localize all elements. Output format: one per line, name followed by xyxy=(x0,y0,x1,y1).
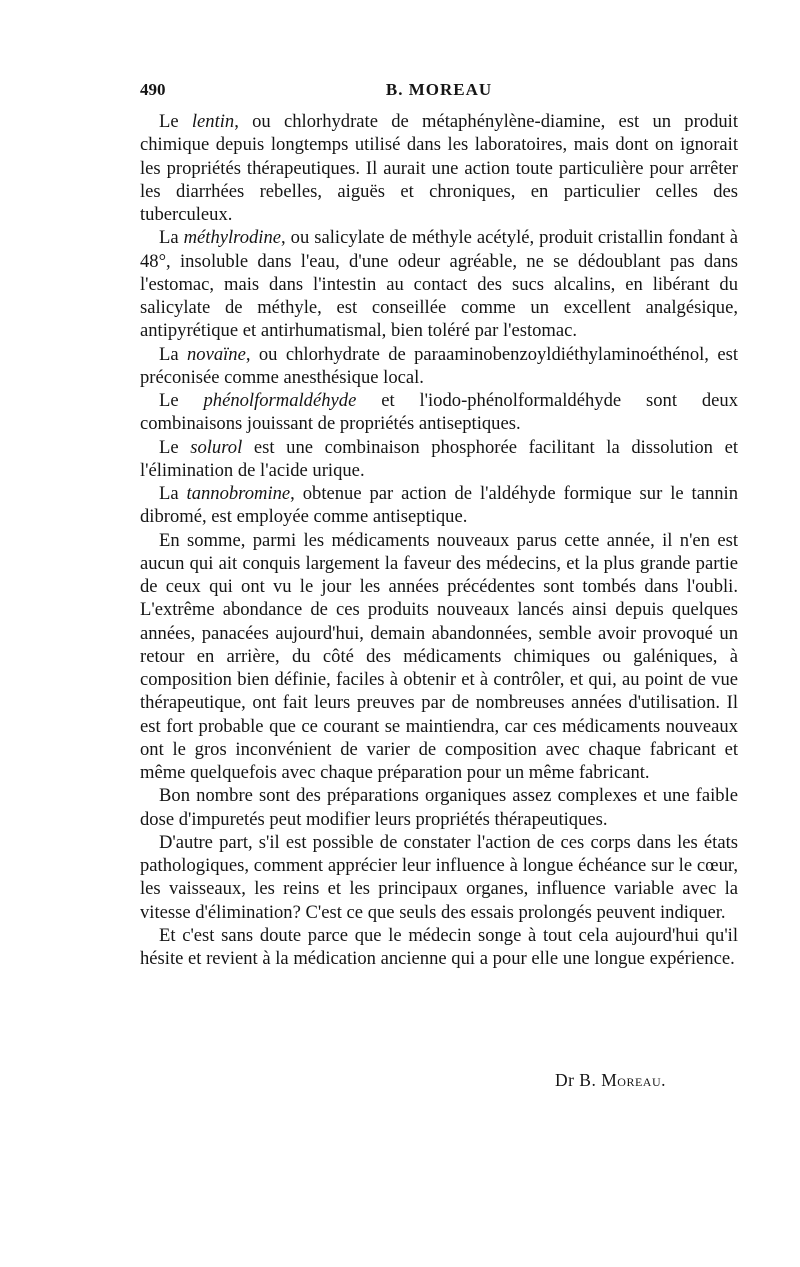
paragraph-lead: Le xyxy=(159,390,204,411)
drug-name-term: lentin xyxy=(191,111,235,132)
paragraph-text: et l'iodo-phénolformaldéhyde sont deux combinaisons jouissant de propriétés antiseptiques. xyxy=(140,390,738,435)
signature-name: B. Moreau. xyxy=(579,1070,666,1090)
paragraph-text: Et c'est sans doute parce que le médecin songe à tout cela aujourd'hui qu'il hésite et revient à la médication ancienne qui a pour elle une longue expérience. xyxy=(140,924,738,969)
signature-title: Dr xyxy=(554,1070,575,1090)
paragraph-lead: Le xyxy=(159,436,191,458)
paragraph-text: , ou chlorhydrate de paraaminobenzoyldiéthylaminoéthénol, est préconisée comme anesthésique local. xyxy=(140,343,738,388)
paragraph-lead: La xyxy=(159,483,187,504)
paragraph-solurol xyxy=(140,436,738,483)
paragraph-conclusion xyxy=(140,924,738,971)
drug-name-term: phénolformaldéhyde xyxy=(203,390,357,411)
paragraph-phenolformaldehyde xyxy=(140,389,738,436)
paragraph-lead: La xyxy=(159,343,187,365)
paragraph-text: , obtenue par action de l'aldéhyde formique sur le tannin dibromé, est employée comme antiseptique. xyxy=(140,483,739,528)
paragraph-lead: Le xyxy=(159,111,192,132)
paragraph-autre-part xyxy=(140,831,738,924)
running-title: B. MOREAU xyxy=(385,80,493,99)
paragraph-text: En somme, parmi les médicaments nouveaux parus cette année, il n'en est aucun qui ait conquis largement la faveur des médecins, et la plus grande partie de ceux qui ont vu le jour les années précédentes sont tombés dans l'oubli. L'extrême abondance de ces produits nouveaux lancés ainsi depuis quelques années, panacées aujourd'hui, demain abandonnées, semble avoir provoqué un retour en arrière, du côté des médicaments chimiques ou galéniques, à composition bien définie, faciles à obtenir et à contrôler, et qui, au point de vue thérapeutique, ont fait leurs preuves par de nombreuses années d'utilisation. Il est fort probable que ce courant se maintiendra, car ces médicaments nouveaux ont le gros inconvénient de varier de composition avec chaque fabricant et même quelquefois avec chaque préparation pour un même fabricant. xyxy=(140,529,738,783)
author-signature xyxy=(140,1070,666,1091)
paragraph-text: , ou salicylate de méthyle acétylé, produit cristallin fondant à 48°, insoluble dans l'eau, d'une odeur agréable, ne se dédoublant pas dans l'estomac, mais dans l'intestin au contact des sucs alcalins, en libérant du salicylate de méthyle, est conseillée comme un excellent analgésique, antipyrétique et antirhumatismal, bien toléré par l'estomac. xyxy=(140,227,738,342)
body-text xyxy=(140,110,738,970)
paragraph-bon-nombre xyxy=(140,784,738,831)
page-header xyxy=(140,80,738,102)
paragraph-text: est une combinaison phosphorée facilitant la dissolution et l'élimination de l'acide urique. xyxy=(140,436,738,481)
page-number: 490 xyxy=(140,80,166,99)
paragraph-text: Bon nombre sont des préparations organiques assez complexes et une faible dose d'impuretés peut modifier leurs propriétés thérapeutiques. xyxy=(140,785,738,830)
paragraph-en-somme xyxy=(140,529,738,785)
paragraph-text: , ou chlorhydrate de métaphénylène-diamine, est un produit chimique depuis longtemps utilisé dans les laboratoires, mais dont on ignorait les propriétés thérapeutiques. Il aurait une action toute particulière pour arrêter les diarrhées rebelles, aiguës et chroniques, en particulier celles des tuberculeux. xyxy=(140,111,738,225)
drug-name-term: novaïne xyxy=(187,343,246,365)
paragraph-lentin xyxy=(140,110,738,226)
paragraph-novaine xyxy=(140,343,738,390)
paragraph-methylrodine xyxy=(140,226,738,342)
drug-name-term: tannobromine xyxy=(186,483,291,504)
paragraph-lead: La xyxy=(159,227,184,249)
drug-name-term: méthylrodine xyxy=(183,227,282,249)
paragraph-tannobromine xyxy=(140,482,738,529)
drug-name-term: solurol xyxy=(190,436,243,458)
paragraph-text: D'autre part, s'il est possible de constater l'action de ces corps dans les états pathologiques, comment apprécier leur influence à longue échéance sur le cœur, les vaisseaux, les reins et les principaux organes, influence variable avec la vitesse d'élimination? C'est ce que seuls des essais prolongés peuvent indiquer. xyxy=(140,831,738,923)
